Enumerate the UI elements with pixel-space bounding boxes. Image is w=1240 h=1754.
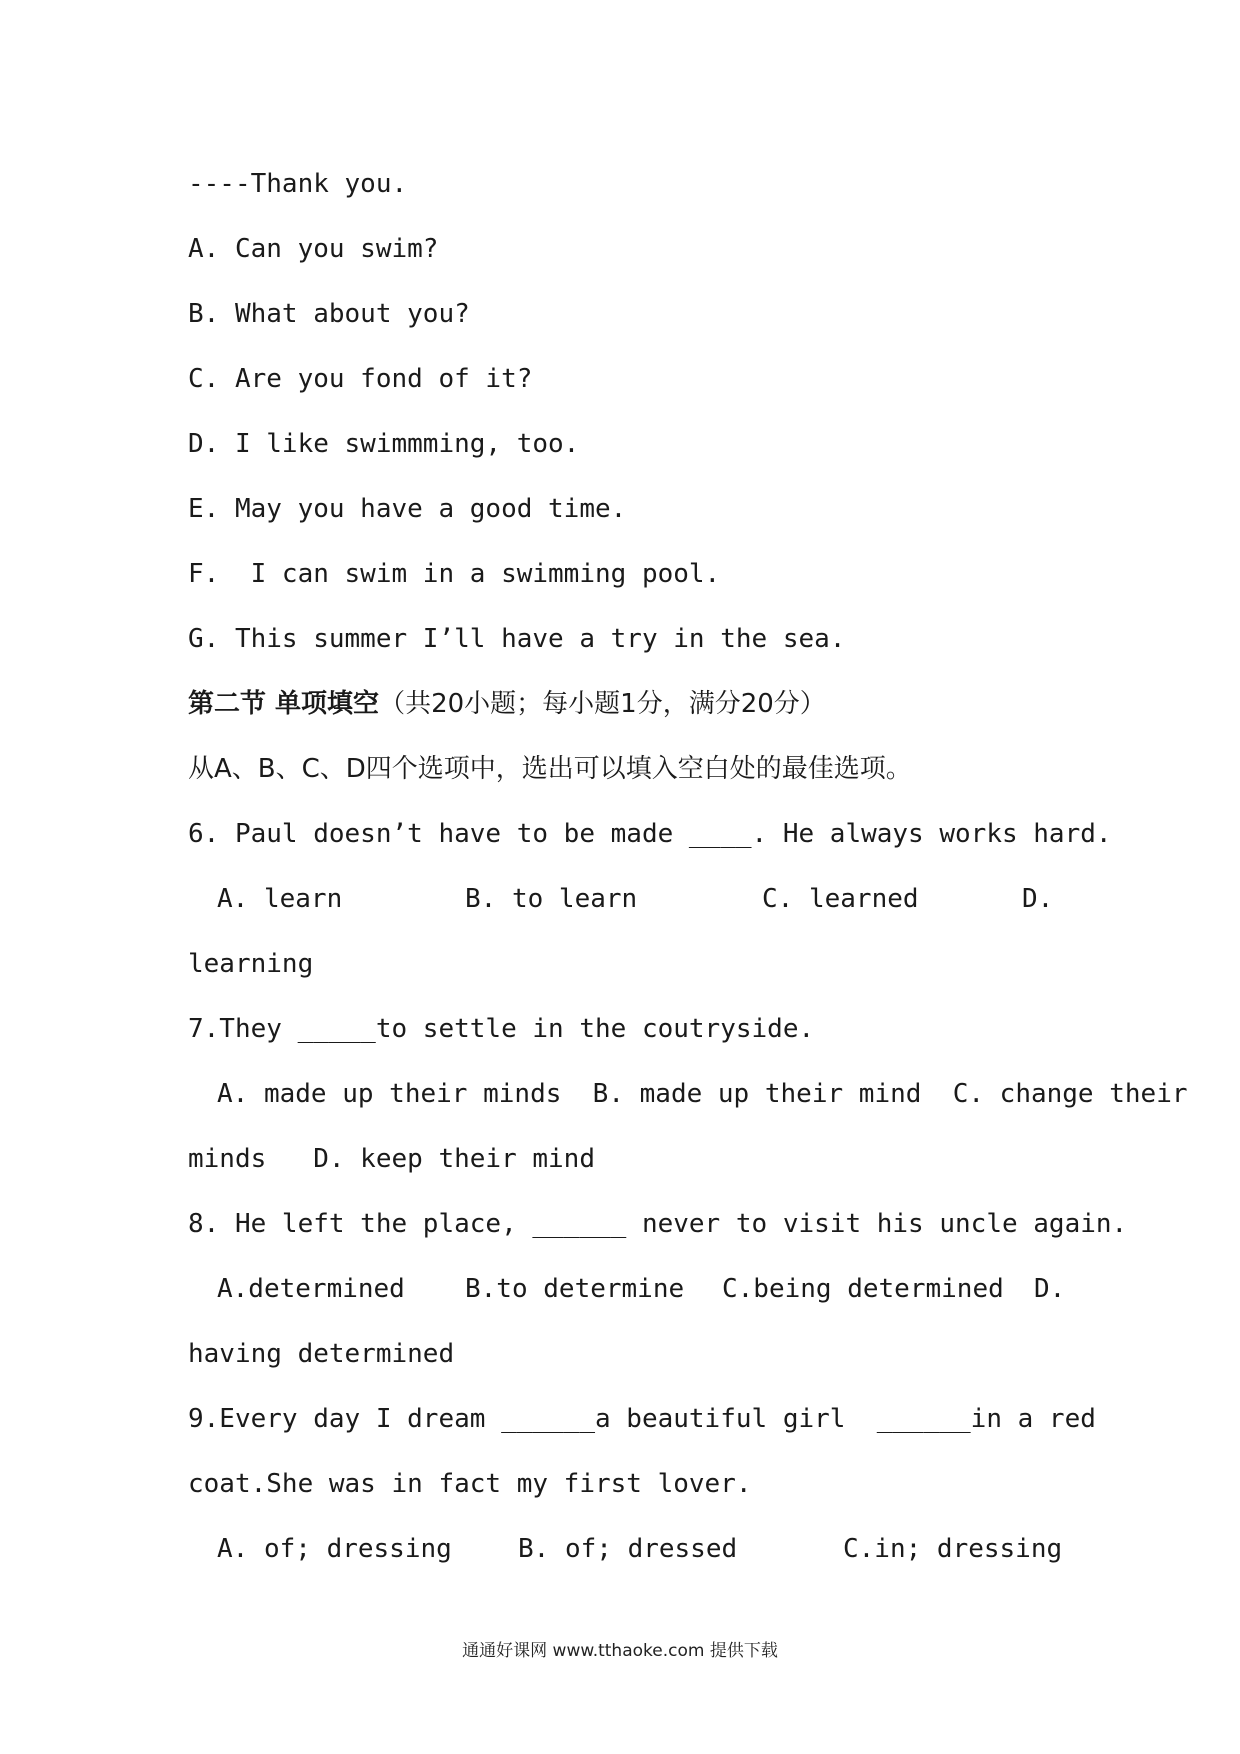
box-option-b: B. What about you? [188,299,470,329]
box-option-g: G. This summer I’ll have a try in the sea. [188,624,846,654]
question-9-stem-cont: coat.She was in fact my first lover. [188,1469,752,1499]
section-heading [188,688,826,720]
question-9-option-a: A. of; dressing [217,1534,452,1564]
question-7-options: A. made up their minds B. made up their mind C. change their [217,1079,1188,1109]
page-footer: 通通好课网 www.tthaoke.com 提供下载 [462,1641,778,1661]
question-6-option-d-cont: learning [188,949,314,979]
question-8-option-a: A.determined [217,1274,405,1304]
box-option-c: C. Are you fond of it? [188,364,533,394]
box-option-d: D. I like swimmming, too. [188,429,580,459]
dialogue-end: ----Thank you. [188,169,408,199]
question-8-option-b: B.to determine [465,1274,685,1304]
question-8-stem: 8. He left the place, ______ never to visit his uncle again. [188,1209,1128,1239]
question-6-option-b: B. to learn [465,884,638,914]
box-option-e: E. May you have a good time. [188,494,627,524]
question-8-option-c: C.being determined [722,1274,1004,1304]
question-7-stem: 7.They _____to settle in the coutryside. [188,1014,815,1044]
box-option-a: A. Can you swim? [188,234,439,264]
box-option-f: F. I can swim in a swimming pool. [188,559,721,589]
question-8-option-d-cont: having determined [188,1339,455,1369]
question-8-option-d: D. [1034,1274,1066,1304]
question-9-option-c: C.in; dressing [843,1534,1063,1564]
question-6-stem: 6. Paul doesn’t have to be made ____. He always works hard. [188,819,1112,849]
question-9-stem: 9.Every day I dream ______a beautiful girl ______in a red [188,1404,1096,1434]
question-6-option-c: C. learned [762,884,919,914]
section-instruction: 从A、B、C、D四个选项中，选出可以填入空白处的最佳选项。 [188,754,912,784]
question-9-option-b: B. of; dressed [518,1534,738,1564]
section-title: 第二节 单项填空 [188,689,380,719]
question-7-options-cont: minds D. keep their mind [188,1144,595,1174]
question-6-option-a: A. learn [217,884,343,914]
question-6-option-d: D. [1022,884,1054,914]
section-score-note: （共20小题；每小题1分，满分20分） [379,689,826,719]
